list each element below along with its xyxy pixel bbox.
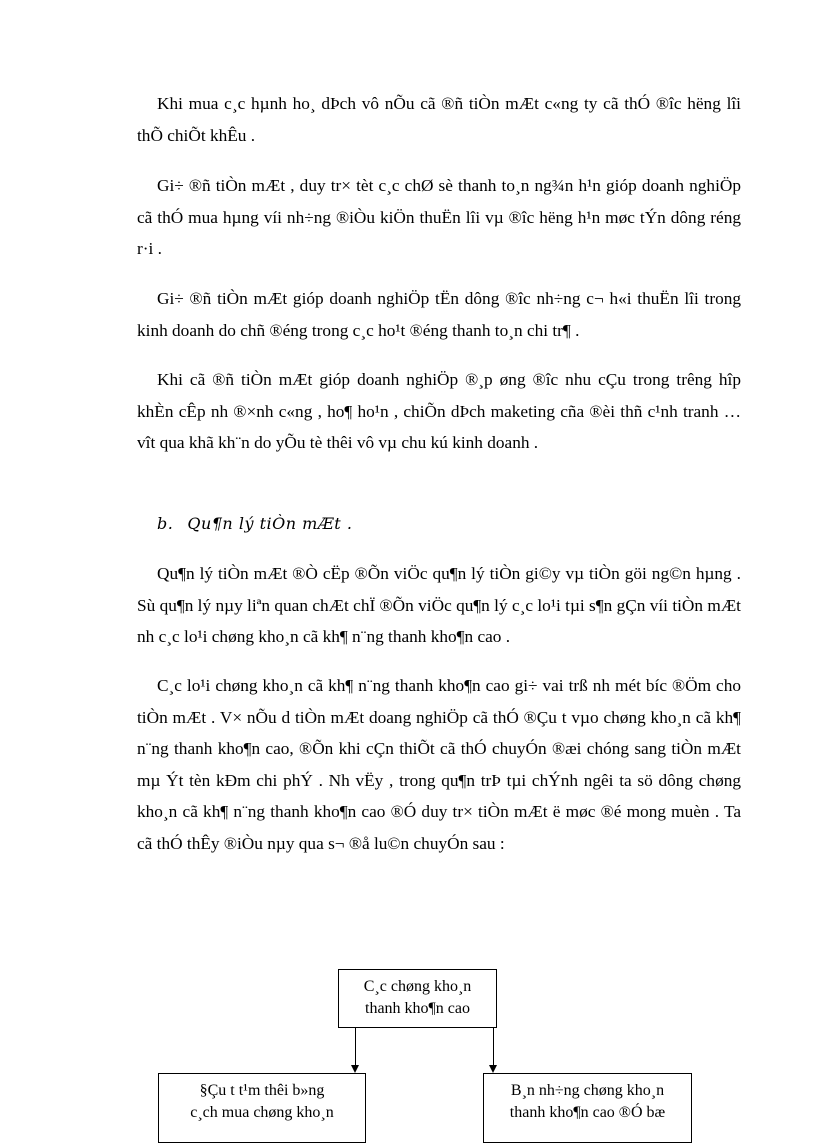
connector-line-left xyxy=(355,1028,356,1066)
diagram-box-line: C¸c chøng kho¸n xyxy=(363,978,472,995)
paragraph-discount-benefit: Khi mua c¸c hµnh ho¸ dÞch vô nÕu cã ®ñ tiÒn mÆt c«ng ty cã thÓ ®îc hëng lîi thÕ chiÕt khÊu . xyxy=(137,94,741,145)
paragraph-emergency-needs: Khi cã ®ñ tiÒn mÆt gióp doanh nghiÖp ®¸p øng ®îc nhu cÇu trong trêng hîp khÈn cÊp nh ®×nh c«ng , ho¶ ho¹n , chiÕn dÞch maketing cña ®èi thñ c¹nh tranh … vît qua khã kh¨n do yÕu tè thêi vô vµ chu kú kinh doanh . xyxy=(137,370,741,452)
diagram-box-line: thanh kho¶n cao ®Ó bæ xyxy=(509,1104,666,1121)
arrow-down-icon xyxy=(489,1065,497,1073)
diagram-box-line: B¸n nh÷ng chøng kho¸n xyxy=(510,1082,665,1099)
section-heading xyxy=(157,514,352,533)
diagram-box-high-liquidity-securities xyxy=(338,969,497,1028)
section-title: Qu¶n lý tiÒn mÆt . xyxy=(187,514,353,533)
diagram-box-line: §Çu t t¹m thêi b»ng xyxy=(199,1082,325,1099)
paragraph-business-opportunities: Gi÷ ®ñ tiÒn mÆt gióp doanh nghiÖp tËn dông ®îc nh÷ng c¬ h«i thuËn lîi trong kinh doanh do chñ ®éng trong c¸c ho¹t ®éng thanh to¸n chi tr¶ . xyxy=(137,289,741,340)
diagram-box-temporary-investment xyxy=(158,1073,366,1143)
connector-line-right xyxy=(493,1028,494,1066)
paragraph-credit-terms: Gi÷ ®ñ tiÒn mÆt , duy tr× tèt c¸c chØ sè thanh to¸n ng¾n h¹n gióp doanh nghiÖp cã thÓ mua hµng víi nh÷ng ®iÒu kiÖn thuËn lîi vµ ®îc hëng h¹n møc tÝn dông réng r·i . xyxy=(137,176,741,258)
diagram-box-line: thanh kho¶n cao xyxy=(365,1000,470,1017)
paragraph-cash-management-definition: Qu¶n lý tiÒn mÆt ®Ò cËp ®Õn viÖc qu¶n lý tiÒn gi©y vµ tiÒn göi ng©n hµng . Sù qu¶n lý nµy liªn quan chÆt chÏ ®Õn viÖc qu¶n lý c¸c lo¹i tµi s¶n gÇn víi tiÒn mÆt nh c¸c lo¹i chøng kho¸n cã kh¶ n¨ng thanh kho¶n cao . xyxy=(137,564,741,646)
section-number: b. xyxy=(157,514,174,533)
paragraph-securities-buffer: C¸c lo¹i chøng kho¸n cã kh¶ n¨ng thanh kho¶n cao gi÷ vai trß nh mét bíc ®Öm cho tiÒn mÆt . V× nÕu d tiÒn mÆt doang nghiÖp cã thÓ ®Çu t vµo chøng kho¸n cã kh¶ n¨ng thanh kho¶n cao, ®Õn khi cÇn thiÕt cã thÓ chuyÓn ®æi chóng sang tiÒn mÆt mµ Ýt tèn kÐm chi phÝ . Nh vËy , trong qu¶n trÞ tµi chÝnh ngêi ta sö dông chøng kho¸n cã kh¶ n¨ng thanh kho¶n cao ®Ó duy tr× tiÒn mÆt ë møc ®é mong muèn . Ta cã thÓ thÊy ®iÒu nµy qua s¬ ®å lu©n chuyÓn sau : xyxy=(137,676,741,853)
arrow-down-icon xyxy=(351,1065,359,1073)
diagram-box-sell-securities xyxy=(483,1073,692,1143)
diagram-box-line: c¸ch mua chøng kho¸n xyxy=(190,1104,334,1121)
